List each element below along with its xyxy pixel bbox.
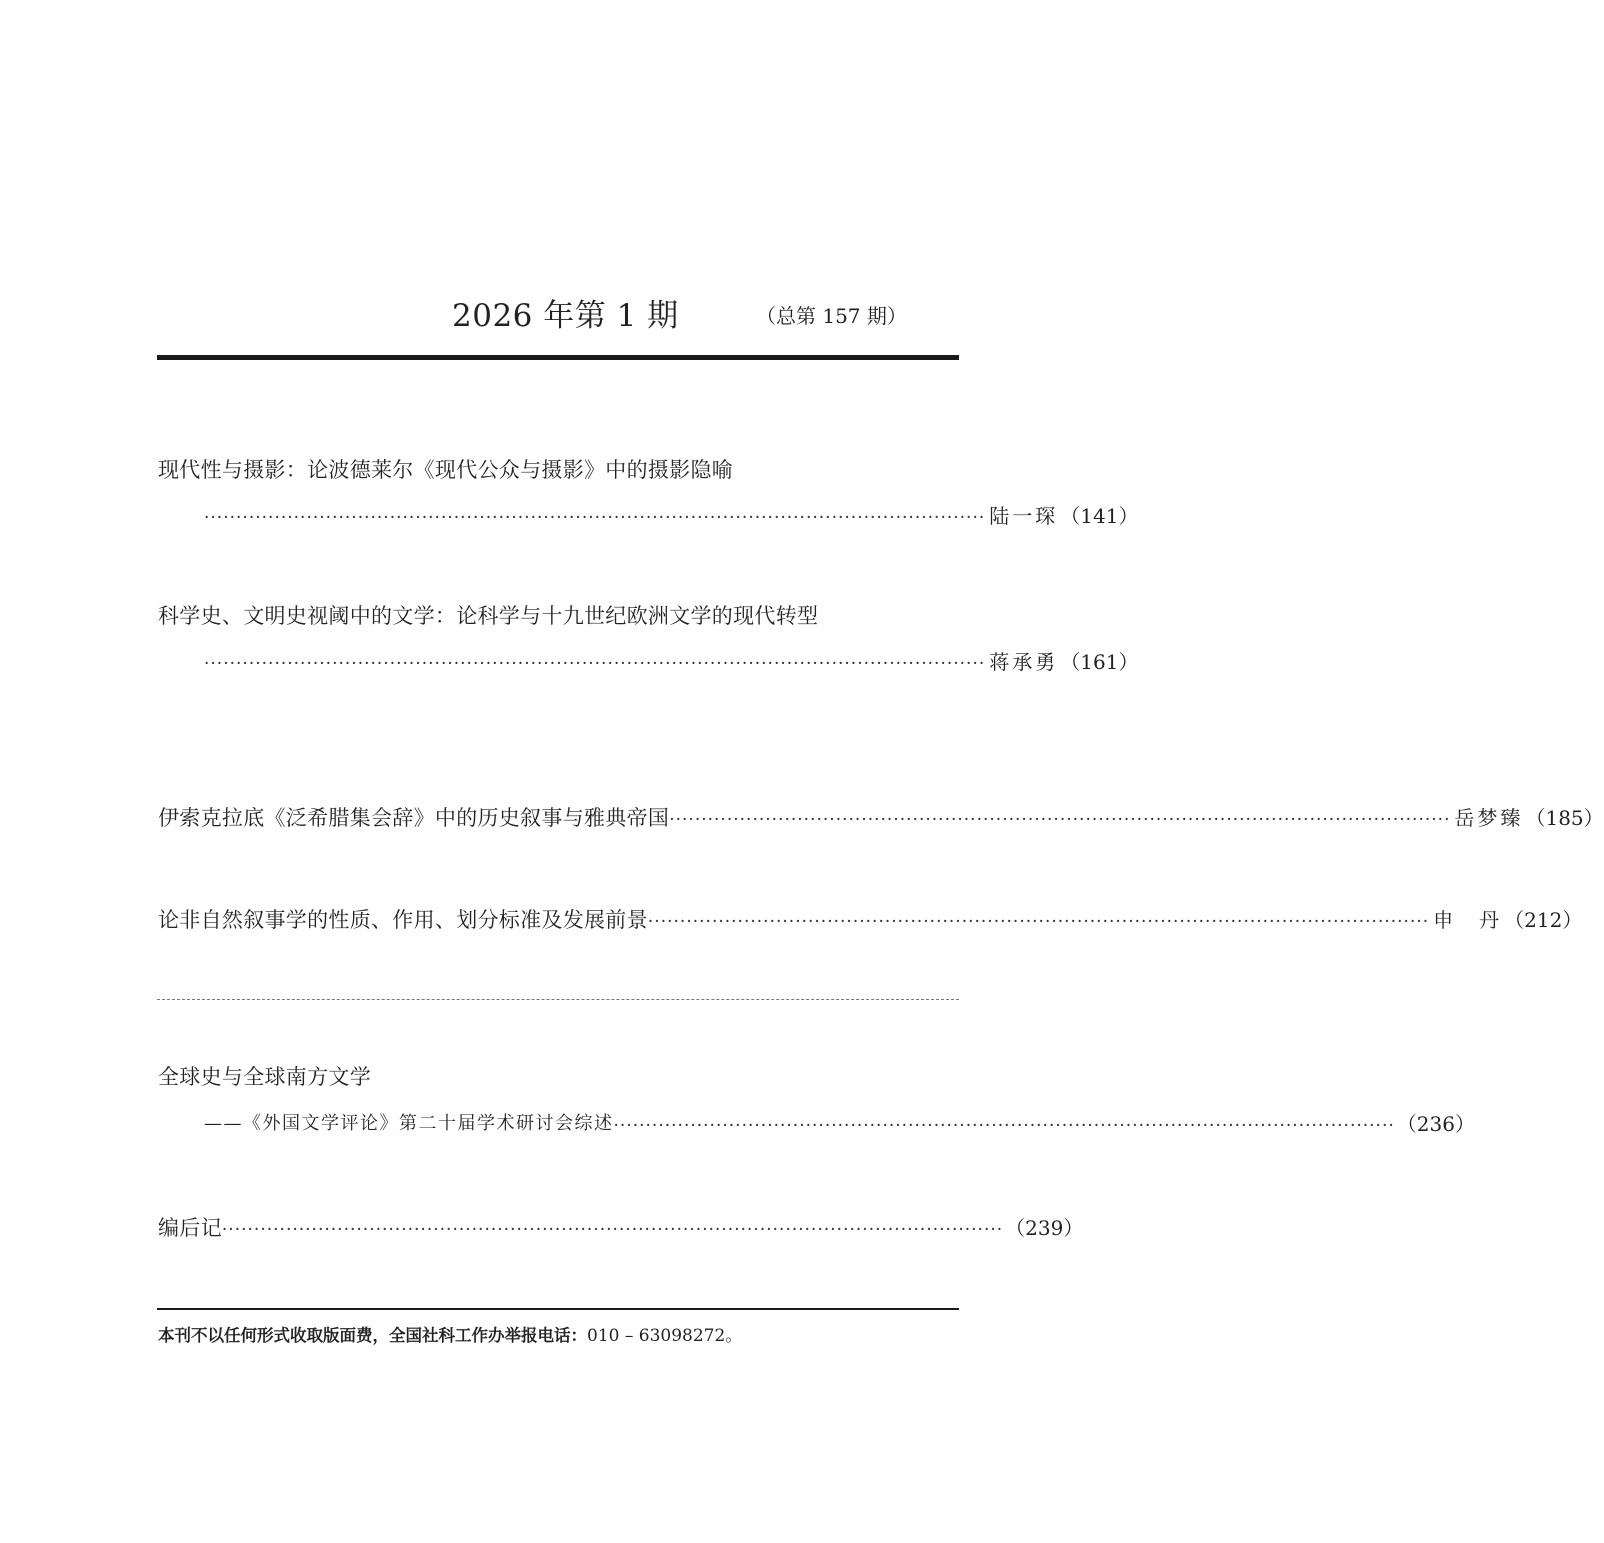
article-page: （236） (1396, 1112, 1475, 1136)
footer-rule (157, 1308, 959, 1310)
footer-note-text: 本刊不以任何形式收取版面费，全国社科工作办举报电话： (158, 1326, 587, 1345)
article-subtitle: ——《外国文学评论》第二十届学术研讨会综述 (204, 1113, 614, 1134)
article-title[interactable]: 全球史与全球南方文学 (158, 1065, 371, 1089)
article-page: （161） (1060, 650, 1139, 674)
article-title: 论非自然叙事学的性质、作用、划分标准及发展前景 (158, 908, 648, 932)
footer-phone: 010 – 63098272。 (587, 1326, 743, 1346)
article-row[interactable] (158, 903, 1583, 937)
article-author: 蒋承勇 (989, 650, 1059, 674)
issue-title: 2026 年第 1 期 (452, 298, 679, 334)
footer-note (158, 1321, 742, 1351)
article-author: 陆一琛 (989, 504, 1059, 528)
dot-leader: ·························································································································· (647, 912, 1430, 932)
article-subtitle-row[interactable] (204, 1107, 1475, 1141)
article-page: （185） (1525, 806, 1604, 830)
article-title[interactable]: 科学史、文明史视阈中的文学：论科学与十九世纪欧洲文学的现代转型 (158, 604, 819, 628)
dot-leader: ·························································································································· (613, 1116, 1395, 1136)
article-byline-row[interactable] (204, 499, 1139, 533)
article-page: （239） (1005, 1216, 1084, 1240)
article-author: 岳梦臻 (1454, 806, 1524, 830)
dot-leader: ·························································································································· (669, 810, 1451, 830)
dot-leader: ·························································································································· (204, 508, 986, 528)
issue-total-number: （总第 157 期） (756, 304, 907, 328)
article-page: （141） (1060, 504, 1139, 528)
article-author: 申 丹 (1433, 908, 1503, 932)
article-page: （212） (1504, 908, 1583, 932)
article-title: 伊索克拉底《泛希腊集会辞》中的历史叙事与雅典帝国 (158, 806, 670, 830)
header-rule (157, 355, 959, 360)
article-row[interactable] (158, 1211, 1084, 1245)
dot-leader: ·························································································································· (221, 1220, 1004, 1240)
article-title: 编后记 (158, 1216, 222, 1240)
article-row[interactable] (158, 801, 1604, 835)
section-divider (157, 999, 959, 1000)
article-byline-row[interactable] (204, 645, 1139, 679)
article-title[interactable]: 现代性与摄影：论波德莱尔《现代公众与摄影》中的摄影隐喻 (158, 458, 734, 482)
dot-leader: ·························································································································· (204, 654, 986, 674)
